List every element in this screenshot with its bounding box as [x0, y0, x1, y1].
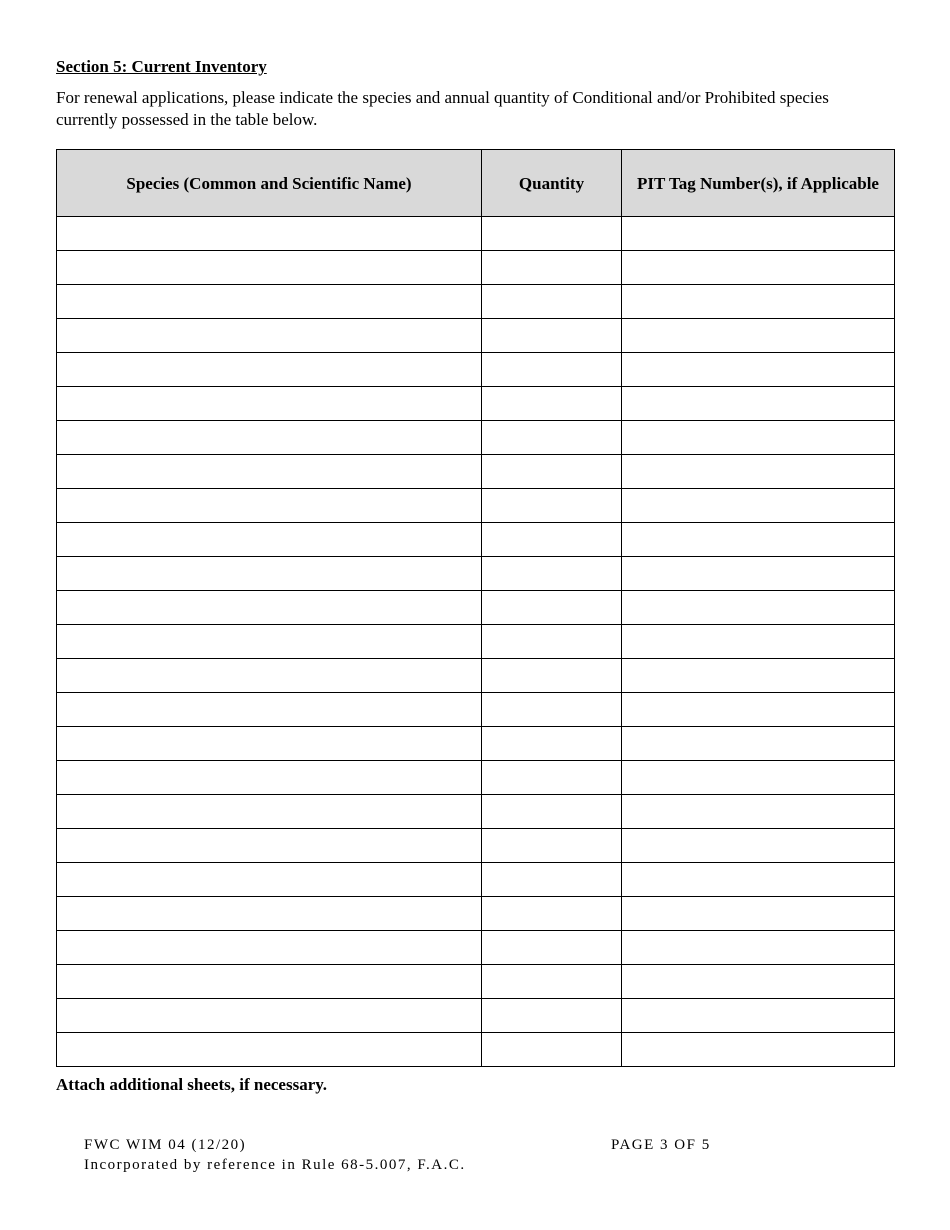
table-row [57, 931, 895, 965]
cell-pit-tag[interactable] [622, 999, 895, 1033]
cell-quantity[interactable] [482, 625, 622, 659]
cell-pit-tag[interactable] [622, 523, 895, 557]
cell-pit-tag[interactable] [622, 761, 895, 795]
table-row [57, 625, 895, 659]
cell-species[interactable] [57, 1033, 482, 1067]
cell-species[interactable] [57, 319, 482, 353]
cell-pit-tag[interactable] [622, 319, 895, 353]
cell-quantity[interactable] [482, 863, 622, 897]
table-row [57, 1033, 895, 1067]
table-row [57, 489, 895, 523]
inventory-table [56, 149, 895, 1067]
cell-quantity[interactable] [482, 693, 622, 727]
table-row [57, 591, 895, 625]
cell-pit-tag[interactable] [622, 251, 895, 285]
footer-rule: Incorporated by reference in Rule 68-5.007, F.A.C. [84, 1157, 466, 1173]
cell-quantity[interactable] [482, 387, 622, 421]
footer-form-id: FWC WIM 04 (12/20) [84, 1137, 247, 1153]
cell-pit-tag[interactable] [622, 455, 895, 489]
cell-pit-tag[interactable] [622, 1033, 895, 1067]
table-row [57, 353, 895, 387]
cell-pit-tag[interactable] [622, 659, 895, 693]
table-row [57, 251, 895, 285]
table-row [57, 897, 895, 931]
cell-species[interactable] [57, 455, 482, 489]
cell-quantity[interactable] [482, 591, 622, 625]
cell-pit-tag[interactable] [622, 557, 895, 591]
table-row [57, 999, 895, 1033]
cell-species[interactable] [57, 863, 482, 897]
section-title: Section 5: Current Inventory [56, 57, 267, 76]
cell-species[interactable] [57, 931, 482, 965]
cell-species[interactable] [57, 659, 482, 693]
cell-quantity[interactable] [482, 557, 622, 591]
cell-species[interactable] [57, 999, 482, 1033]
table-row [57, 285, 895, 319]
cell-species[interactable] [57, 897, 482, 931]
cell-pit-tag[interactable] [622, 727, 895, 761]
cell-quantity[interactable] [482, 251, 622, 285]
cell-species[interactable] [57, 795, 482, 829]
header-quantity: Quantity [482, 150, 622, 217]
footer-form-info [84, 1135, 466, 1175]
table-row [57, 319, 895, 353]
cell-species[interactable] [57, 387, 482, 421]
cell-species[interactable] [57, 285, 482, 319]
cell-quantity[interactable] [482, 761, 622, 795]
table-row [57, 217, 895, 251]
cell-quantity[interactable] [482, 897, 622, 931]
cell-quantity[interactable] [482, 659, 622, 693]
table-row [57, 387, 895, 421]
cell-quantity[interactable] [482, 965, 622, 999]
cell-species[interactable] [57, 727, 482, 761]
cell-quantity[interactable] [482, 489, 622, 523]
cell-pit-tag[interactable] [622, 421, 895, 455]
table-row [57, 795, 895, 829]
table-row [57, 523, 895, 557]
table-row [57, 965, 895, 999]
cell-species[interactable] [57, 557, 482, 591]
cell-quantity[interactable] [482, 1033, 622, 1067]
cell-pit-tag[interactable] [622, 489, 895, 523]
table-row [57, 761, 895, 795]
cell-pit-tag[interactable] [622, 285, 895, 319]
table-row [57, 421, 895, 455]
cell-pit-tag[interactable] [622, 591, 895, 625]
cell-quantity[interactable] [482, 931, 622, 965]
cell-pit-tag[interactable] [622, 863, 895, 897]
cell-pit-tag[interactable] [622, 693, 895, 727]
cell-species[interactable] [57, 489, 482, 523]
footer-page-number: PAGE 3 OF 5 [611, 1137, 711, 1153]
header-species: Species (Common and Scientific Name) [57, 150, 482, 217]
cell-species[interactable] [57, 591, 482, 625]
cell-pit-tag[interactable] [622, 353, 895, 387]
table-row [57, 863, 895, 897]
cell-species[interactable] [57, 353, 482, 387]
table-row [57, 693, 895, 727]
section-instructions: For renewal applications, please indicate the species and annual quantity of Conditional and/or Prohibited species currently possessed in the table below. [56, 88, 829, 129]
attach-sheets-note: Attach additional sheets, if necessary. [56, 1075, 328, 1094]
cell-quantity[interactable] [482, 285, 622, 319]
inventory-table-body [57, 217, 895, 1067]
cell-quantity[interactable] [482, 523, 622, 557]
cell-pit-tag[interactable] [622, 625, 895, 659]
cell-quantity[interactable] [482, 999, 622, 1033]
table-row [57, 557, 895, 591]
cell-pit-tag[interactable] [622, 217, 895, 251]
cell-pit-tag[interactable] [622, 965, 895, 999]
cell-species[interactable] [57, 625, 482, 659]
cell-species[interactable] [57, 421, 482, 455]
cell-quantity[interactable] [482, 829, 622, 863]
cell-species[interactable] [57, 251, 482, 285]
cell-quantity[interactable] [482, 319, 622, 353]
cell-species[interactable] [57, 829, 482, 863]
cell-species[interactable] [57, 693, 482, 727]
cell-species[interactable] [57, 761, 482, 795]
cell-species[interactable] [57, 217, 482, 251]
cell-quantity[interactable] [482, 421, 622, 455]
table-row [57, 727, 895, 761]
cell-quantity[interactable] [482, 353, 622, 387]
table-row [57, 829, 895, 863]
cell-pit-tag[interactable] [622, 795, 895, 829]
cell-pit-tag[interactable] [622, 897, 895, 931]
cell-quantity[interactable] [482, 795, 622, 829]
table-row [57, 659, 895, 693]
table-header-row [57, 150, 895, 217]
cell-pit-tag[interactable] [622, 931, 895, 965]
table-row [57, 455, 895, 489]
cell-pit-tag[interactable] [622, 829, 895, 863]
cell-quantity[interactable] [482, 455, 622, 489]
cell-pit-tag[interactable] [622, 387, 895, 421]
cell-species[interactable] [57, 965, 482, 999]
cell-species[interactable] [57, 523, 482, 557]
cell-quantity[interactable] [482, 727, 622, 761]
header-pit-tag: PIT Tag Number(s), if Applicable [622, 150, 895, 217]
cell-quantity[interactable] [482, 217, 622, 251]
